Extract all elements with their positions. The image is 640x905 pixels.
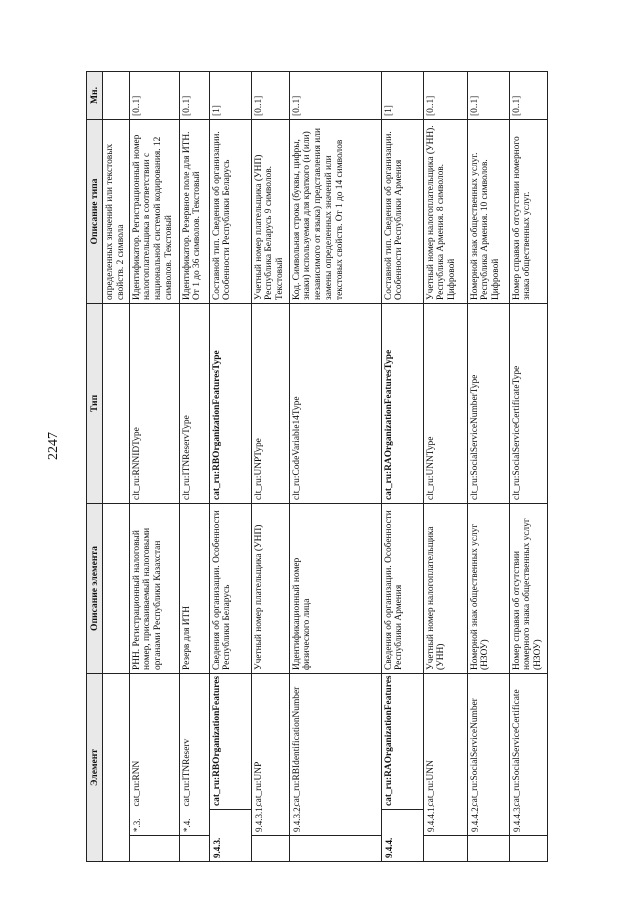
multiplicity: [0..1] bbox=[467, 72, 509, 120]
multiplicity: [1] bbox=[381, 72, 423, 120]
multiplicity: [0..1] bbox=[423, 72, 467, 120]
multiplicity: [0..1] bbox=[179, 72, 209, 120]
element-type: clt_ru:CodeVariable14Type bbox=[289, 304, 381, 504]
type-description: Учетный номер налогоплательщика (УНН). Республика Армения. 8 символов. Цифровой bbox=[423, 120, 467, 304]
rotated-page-content bbox=[86, 72, 568, 862]
header-element: Элемент bbox=[87, 674, 103, 862]
table-row bbox=[129, 72, 179, 862]
element-description: РНН. Регистрационный налоговый номер, присваиваемый налоговыми органами Республики Казахстан bbox=[129, 504, 179, 674]
multiplicity: [0..1] bbox=[129, 72, 179, 120]
table-row bbox=[209, 72, 251, 862]
element-name: cat_ru:ITNReserv bbox=[179, 674, 209, 810]
table-row bbox=[289, 72, 381, 862]
element-name: cat_ru:RNN bbox=[129, 674, 179, 810]
type-description: Идентификатор. Регистрационный номер налогоплательщика в соответствии с национальной системой кодирования. 12 символов. Текстовый bbox=[129, 120, 179, 304]
type-description: Номерной знак общественных услуг. Республика Армения. 10 символов. Цифровой bbox=[467, 120, 509, 304]
type-description: Код. Символьная строка (буквы, цифры, знаки) используемая для краткого (и (или) независимого от языка) представления или замены определенных значений или текстовых свойств. От 1 до 14 символов bbox=[289, 120, 381, 304]
table-row bbox=[179, 72, 209, 862]
element-description: Сведения об организации. Особенности Республики Беларусь bbox=[209, 504, 251, 674]
multiplicity: [0..1] bbox=[251, 72, 289, 120]
element-type: clt_ru:SocialServiceNumberType bbox=[467, 304, 509, 504]
element-name: cat_ru:UNP bbox=[251, 674, 289, 810]
multiplicity: [0..1] bbox=[509, 72, 547, 120]
element-description: Учетный номер плательщика (УНП) bbox=[251, 504, 289, 674]
element-type: clt_ru:SocialServiceCertificateType bbox=[509, 304, 547, 504]
multiplicity: [1] bbox=[209, 72, 251, 120]
header-element-description: Описание элемента bbox=[87, 504, 103, 674]
element-type: clt_ru:RNNIDType bbox=[129, 304, 179, 504]
row-number: 9.4.4.1. bbox=[423, 810, 467, 836]
element-name: cat_ru:SocialServiceNumber bbox=[467, 674, 509, 810]
element-name: cat_ru:RAOrganizationFeatures bbox=[381, 674, 423, 810]
table-row bbox=[509, 72, 547, 862]
page-number: 2247 bbox=[46, 432, 61, 460]
element-description: Номерной знак общественных услуг (НЗОУ) bbox=[467, 504, 509, 674]
element-description: Резерв для ИТН bbox=[179, 504, 209, 674]
table-row bbox=[467, 72, 509, 862]
element-name: cat_ru:RBIdentificationNumber bbox=[289, 674, 381, 810]
row-number: 9.4.4.3. bbox=[509, 810, 547, 836]
element-type: cat_ru:RBOrganizationFeaturesType bbox=[209, 304, 251, 504]
element-type: cat_ru:RAOrganizationFeaturesType bbox=[381, 304, 423, 504]
table-header-row bbox=[87, 72, 103, 862]
element-name: cat_ru:SocialServiceCertificate bbox=[509, 674, 547, 810]
type-description: Идентификатор. Резервное поле для ИТН. От 1 до 36 символов. Текстовый bbox=[179, 120, 209, 304]
continuation-type-description: определенных значений или текстовых свойств. 2 символа bbox=[103, 120, 130, 304]
row-number: 9.4.4.2. bbox=[467, 810, 509, 836]
element-description: Сведения об организации. Особенности Республики Армения bbox=[381, 504, 423, 674]
element-description: Учетный номер налогоплательщика (УНН) bbox=[423, 504, 467, 674]
element-description: Номер справки об отсутствии номерного знака общественных услуг (НЗОУ) bbox=[509, 504, 547, 674]
type-description: Учетный номер плательщика (УНП) Республика Беларусь 9 символов. Текстовый bbox=[251, 120, 289, 304]
element-type: clt_ru:UNPType bbox=[251, 304, 289, 504]
element-name: cat_ru:UNN bbox=[423, 674, 467, 810]
element-type: clt_ru:ITNReservType bbox=[179, 304, 209, 504]
multiplicity: [0..1] bbox=[289, 72, 381, 120]
table-row bbox=[381, 72, 423, 862]
element-description: Идентификационный номер физического лица bbox=[289, 504, 381, 674]
header-type: Тип bbox=[87, 304, 103, 504]
table-row bbox=[251, 72, 289, 862]
type-description: Составной тип. Сведения об организации. Особенности Республики Армения bbox=[381, 120, 423, 304]
table-row bbox=[423, 72, 467, 862]
header-type-description: Описание типа bbox=[87, 120, 103, 304]
element-name: cat_ru:RBOrganizationFeatures bbox=[209, 674, 251, 810]
element-type: clt_ru:UNNType bbox=[423, 304, 467, 504]
row-number: *.4. bbox=[179, 810, 209, 836]
header-multiplicity: Мн. bbox=[87, 72, 103, 120]
row-number: *.3. bbox=[129, 810, 179, 836]
element-description-table bbox=[86, 71, 548, 862]
type-description: Составной тип. Сведения об организации. Особенности Республики Беларусь bbox=[209, 120, 251, 304]
row-number: 9.4.3.2. bbox=[289, 810, 381, 836]
continuation-row bbox=[103, 72, 130, 862]
row-number: 9.4.4. bbox=[381, 810, 423, 862]
row-number: 9.4.3.1. bbox=[251, 810, 289, 836]
row-number: 9.4.3. bbox=[209, 810, 251, 862]
type-description: Номер справки об отсутствии номерного знака общественных услуг. bbox=[509, 120, 547, 304]
